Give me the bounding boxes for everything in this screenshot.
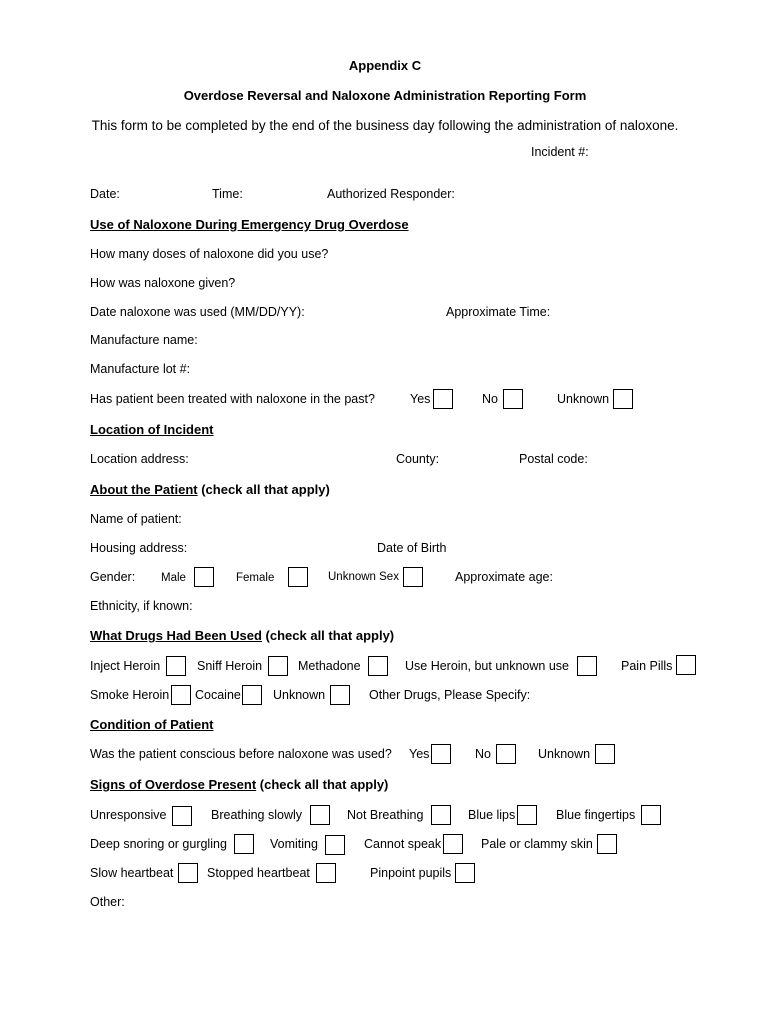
county-label: County: (396, 452, 440, 466)
location-address-label: Location address: (90, 452, 189, 466)
cocaine-label: Cocaine (195, 688, 241, 702)
date-used-label: Date naloxone was used (MM/DD/YY): (90, 305, 305, 319)
signs-heading-text: Signs of Overdose Present (90, 777, 257, 792)
signs-heading-suffix: (check all that apply) (256, 777, 389, 792)
approximate-age-label: Approximate age: (455, 570, 553, 584)
unresponsive-label: Unresponsive (90, 808, 167, 822)
patient-section-heading (90, 482, 330, 498)
conscious-yes-checkbox[interactable] (431, 744, 451, 764)
how-given-question: How was naloxone given? (90, 276, 236, 290)
patient-heading-text: About the Patient (90, 482, 198, 497)
unknown-sex-checkbox[interactable] (403, 567, 423, 587)
treated-past-yes-checkbox[interactable] (433, 389, 453, 409)
manufacturer-lot-label: Manufacture lot #: (90, 362, 191, 376)
other-drugs-label: Other Drugs, Please Specify: (369, 688, 531, 702)
slow-heartbeat-label: Slow heartbeat (90, 866, 174, 880)
not-breathing-checkbox[interactable] (431, 805, 451, 825)
incident-number-label: Incident #: (531, 145, 589, 159)
blue-fingertips-label: Blue fingertips (556, 808, 636, 822)
treated-past-no-checkbox[interactable] (503, 389, 523, 409)
form-instruction: This form to be completed by the end of the business day following the administration of naloxone. (91, 118, 679, 133)
ethnicity-label: Ethnicity, if known: (90, 599, 193, 613)
condition-section-heading: Condition of Patient (90, 717, 214, 732)
breathing-slowly-checkbox[interactable] (310, 805, 330, 825)
blue-lips-label: Blue lips (468, 808, 516, 822)
sniff-heroin-label: Sniff Heroin (197, 659, 263, 673)
date-label: Date: (90, 187, 120, 201)
treated-past-unknown-checkbox[interactable] (613, 389, 633, 409)
stopped-heartbeat-checkbox[interactable] (316, 863, 336, 883)
conscious-unknown-label: Unknown (538, 747, 591, 761)
smoke-heroin-checkbox[interactable] (171, 685, 191, 705)
conscious-question: Was the patient conscious before naloxone was used? (90, 747, 392, 761)
female-checkbox[interactable] (288, 567, 308, 587)
inject-heroin-checkbox[interactable] (166, 656, 186, 676)
manufacturer-name-label: Manufacture name: (90, 333, 198, 347)
location-section-heading: Location of Incident (90, 422, 214, 437)
unresponsive-checkbox[interactable] (172, 806, 192, 826)
signs-section-heading (90, 777, 388, 793)
other-signs-label: Other: (90, 895, 125, 909)
form-title: Overdose Reversal and Naloxone Administration Reporting Form (183, 88, 587, 103)
male-checkbox[interactable] (194, 567, 214, 587)
drugs-heading-suffix: (check all that apply) (261, 628, 395, 643)
approximate-time-label: Approximate Time: (446, 305, 551, 319)
pinpoint-pupils-checkbox[interactable] (455, 863, 475, 883)
drugs-heading-text: What Drugs Had Been Used (90, 628, 262, 643)
female-label: Female (236, 572, 275, 584)
vomiting-label: Vomiting (270, 837, 318, 851)
blue-lips-checkbox[interactable] (517, 805, 537, 825)
naloxone-section-heading: Use of Naloxone During Emergency Drug Overdose (90, 217, 409, 232)
treated-past-yes-label: Yes (410, 392, 431, 406)
treated-past-question: Has patient been treated with naloxone in the past? (90, 392, 375, 406)
slow-heartbeat-checkbox[interactable] (178, 863, 198, 883)
sniff-heroin-checkbox[interactable] (268, 656, 288, 676)
drugs-unknown-checkbox[interactable] (330, 685, 350, 705)
male-label: Male (161, 572, 186, 584)
authorized-responder-label: Authorized Responder: (327, 187, 455, 201)
gender-label: Gender: (90, 570, 136, 584)
unknown-sex-label: Unknown Sex (328, 571, 399, 583)
methadone-label: Methadone (298, 659, 361, 673)
blue-fingertips-checkbox[interactable] (641, 805, 661, 825)
doses-question: How many doses of naloxone did you use? (90, 247, 329, 261)
cocaine-checkbox[interactable] (242, 685, 262, 705)
use-heroin-unknown-checkbox[interactable] (577, 656, 597, 676)
conscious-no-label: No (475, 747, 491, 761)
patient-name-label: Name of patient: (90, 512, 182, 526)
smoke-heroin-label: Smoke Heroin (90, 688, 170, 702)
deep-snoring-label: Deep snoring or gurgling (90, 837, 227, 851)
pale-clammy-label: Pale or clammy skin (481, 837, 593, 851)
conscious-unknown-checkbox[interactable] (595, 744, 615, 764)
treated-past-unknown-label: Unknown (557, 392, 610, 406)
pain-pills-label: Pain Pills (621, 659, 673, 673)
appendix-label: Appendix C (348, 58, 422, 73)
methadone-checkbox[interactable] (368, 656, 388, 676)
date-of-birth-label: Date of Birth (377, 541, 447, 555)
use-heroin-unknown-label: Use Heroin, but unknown use (405, 659, 569, 673)
drugs-unknown-label: Unknown (273, 688, 326, 702)
postal-code-label: Postal code: (519, 452, 588, 466)
inject-heroin-label: Inject Heroin (90, 659, 161, 673)
conscious-no-checkbox[interactable] (496, 744, 516, 764)
housing-address-label: Housing address: (90, 541, 188, 555)
cannot-speak-label: Cannot speak (364, 837, 442, 851)
pale-clammy-checkbox[interactable] (597, 834, 617, 854)
cannot-speak-checkbox[interactable] (443, 834, 463, 854)
drugs-section-heading (90, 628, 394, 644)
not-breathing-label: Not Breathing (347, 808, 424, 822)
stopped-heartbeat-label: Stopped heartbeat (207, 866, 310, 880)
conscious-yes-label: Yes (409, 747, 430, 761)
vomiting-checkbox[interactable] (325, 835, 345, 855)
pain-pills-checkbox[interactable] (676, 655, 696, 675)
treated-past-no-label: No (482, 392, 498, 406)
deep-snoring-checkbox[interactable] (234, 834, 254, 854)
pinpoint-pupils-label: Pinpoint pupils (370, 866, 452, 880)
patient-heading-suffix: (check all that apply) (197, 482, 330, 497)
breathing-slowly-label: Breathing slowly (211, 808, 303, 822)
time-label: Time: (212, 187, 243, 201)
